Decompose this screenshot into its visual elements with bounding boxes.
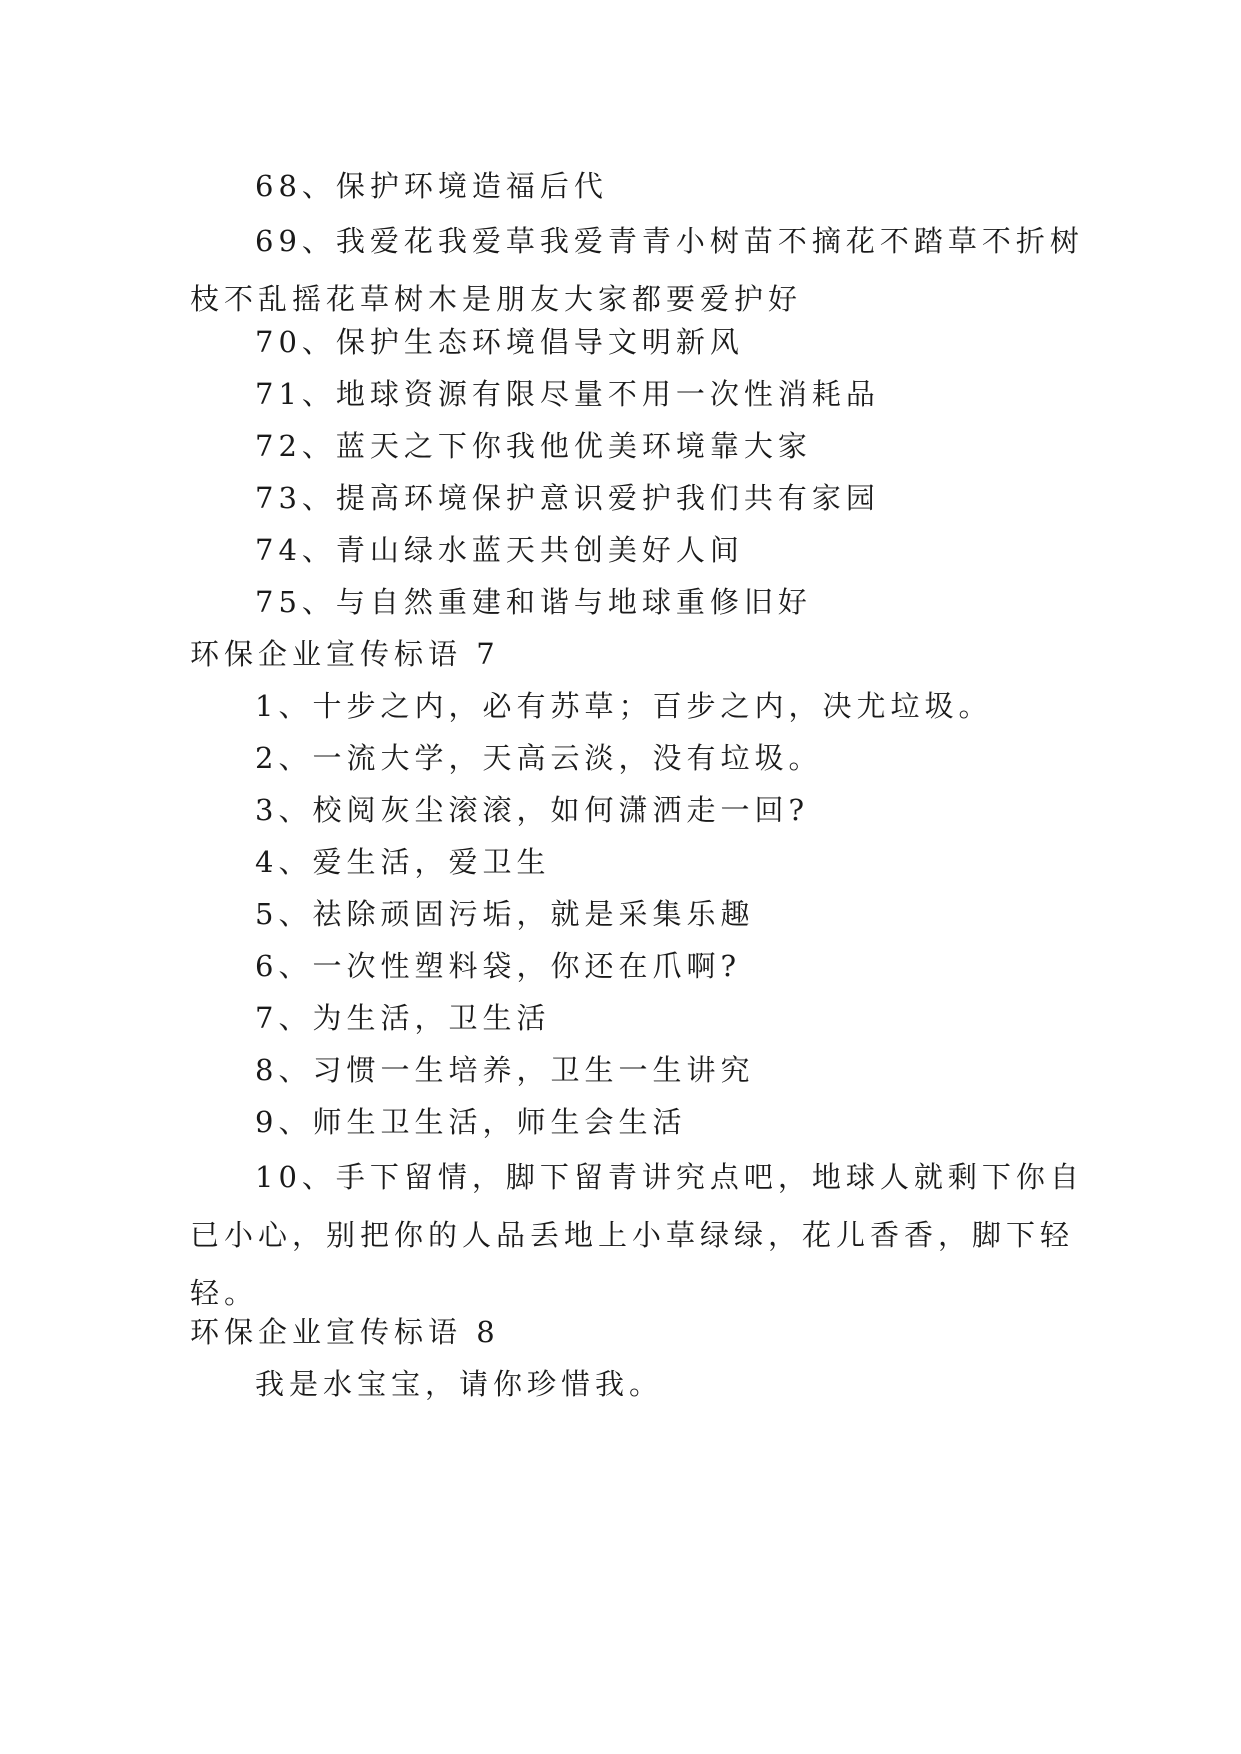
list-item: 73、提高环境保护意识爱护我们共有家园 (255, 481, 880, 515)
paragraph-line: 枝不乱摇花草树木是朋友大家都要爱护好 (190, 282, 803, 316)
list-item: 75、与自然重建和谐与地球重修旧好 (255, 585, 812, 619)
paragraph-line: 10、手下留情，脚下留青讲究点吧，地球人就剩下你自 (255, 1160, 1084, 1194)
list-item: 4、爱生活，爱卫生 (255, 845, 551, 879)
list-item: 6、一次性塑料袋，你还在爪啊? (255, 949, 741, 983)
list-item: 2、一流大学，天高云淡，没有垃圾。 (255, 741, 823, 775)
section-heading: 环保企业宣传标语 8 (190, 1315, 500, 1349)
paragraph-line: 轻。 (190, 1276, 259, 1310)
section-heading: 环保企业宣传标语 7 (190, 637, 500, 671)
list-item: 7、为生活，卫生活 (255, 1001, 551, 1035)
paragraph-line: 69、我爱花我爱草我爱青青小树苗不摘花不踏草不折树 (255, 224, 1084, 258)
paragraph-line: 已小心，别把你的人品丢地上小草绿绿，花儿香香，脚下轻 (190, 1218, 1075, 1252)
list-item: 74、青山绿水蓝天共创美好人间 (255, 533, 744, 567)
list-item: 3、校阅灰尘滚滚，如何潇洒走一回? (255, 793, 809, 827)
list-item: 1、十步之内，必有苏草；百步之内，决尤垃圾。 (255, 689, 993, 723)
list-item: 68、保护环境造福后代 (255, 169, 608, 203)
list-item: 72、蓝天之下你我他优美环境靠大家 (255, 429, 812, 463)
list-item: 5、祛除顽固污垢，就是采集乐趣 (255, 897, 755, 931)
list-item: 70、保护生态环境倡导文明新风 (255, 325, 744, 359)
list-item: 9、师生卫生活，师生会生活 (255, 1105, 687, 1139)
list-item: 71、地球资源有限尽量不用一次性消耗品 (255, 377, 880, 411)
paragraph-item-69 (190, 212, 1084, 328)
paragraph-item-10 (190, 1148, 1084, 1322)
list-item: 8、习惯一生培养，卫生一生讲究 (255, 1053, 755, 1087)
body-text: 我是水宝宝，请你珍惜我。 (255, 1367, 664, 1401)
